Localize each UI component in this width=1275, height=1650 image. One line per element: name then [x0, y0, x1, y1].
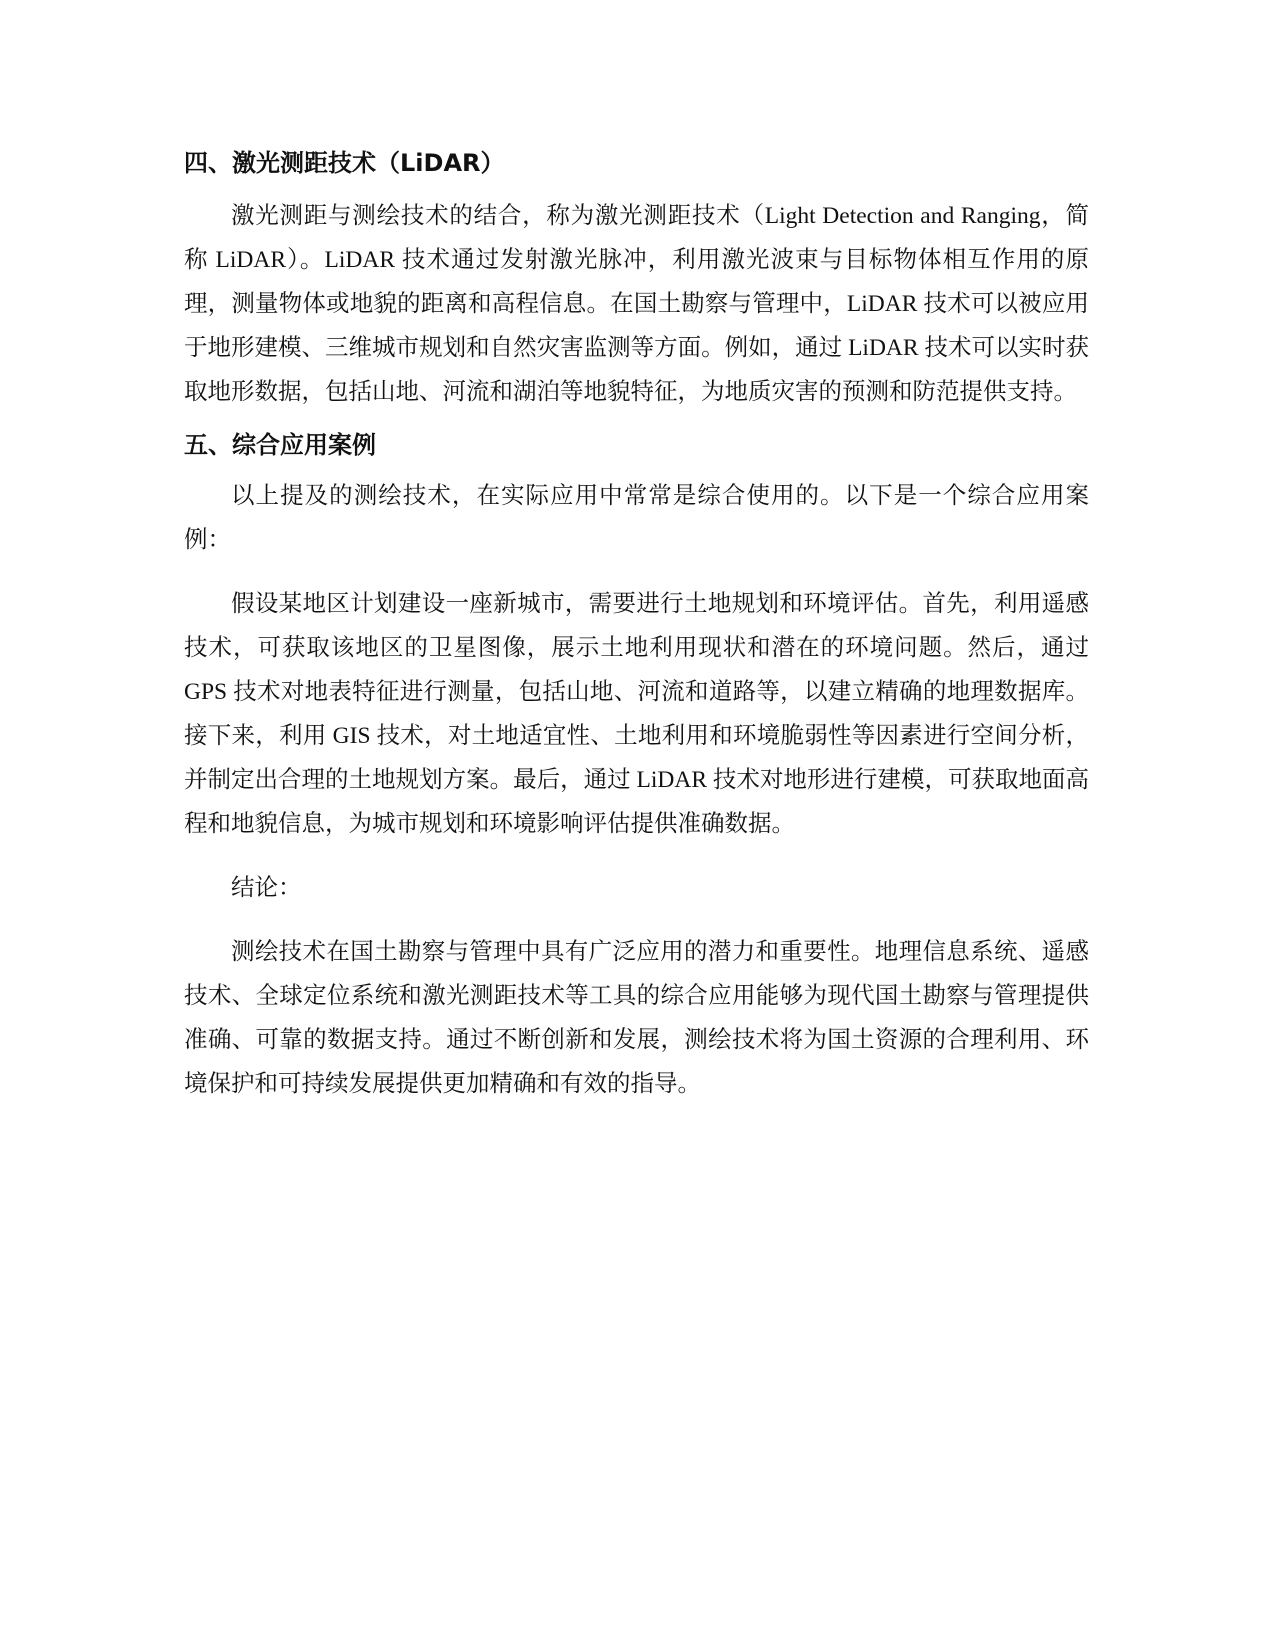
paragraph-lidar-description: 激光测距与测绘技术的结合，称为激光测距技术（Light Detection and Ranging，简称 LiDAR）。LiDAR 技术通过发射激光脉冲，利用激光波束与目标物体相互作用的原理，测量物体或地貌的距离和高程信息。在国土勘察与管理中，LiDAR 技术可以被应用于地形建模、三维城市规划和自然灾害监测等方面。例如，通过 LiDAR 技术可以实时获取地形数据，包括山地、河流和湖泊等地貌特征，为地质灾害的预测和防范提供支持。 — [184, 203, 1089, 405]
section-heading-case-study: 五、综合应用案例 — [184, 431, 376, 459]
paragraph-case-intro: 以上提及的测绘技术，在实际应用中常常是综合使用的。以下是一个综合应用案例： — [184, 483, 1089, 553]
paragraph-conclusion-text: 测绘技术在国土勘察与管理中具有广泛应用的潜力和重要性。地理信息系统、遥感技术、全球定位系统和激光测距技术等工具的综合应用能够为现代国土勘察与管理提供准确、可靠的数据支持。通过不断创新和发展，测绘技术将为国土资源的合理利用、环境保护和可持续发展提供更加精确和有效的指导。 — [184, 939, 1089, 1097]
document-body — [184, 146, 1089, 1106]
paragraph-case-example: 假设某地区计划建设一座新城市，需要进行土地规划和环境评估。首先，利用遥感技术，可获取该地区的卫星图像，展示土地利用现状和潜在的环境问题。然后，通过 GPS 技术对地表特征进行测量，包括山地、河流和道路等，以建立精确的地理数据库。接下来，利用 GIS 技术，对土地适宜性、土地利用和环境脆弱性等因素进行空间分析，并制定出合理的土地规划方案。最后，通过 LiDAR 技术对地形进行建模，可获取地面高程和地貌信息，为城市规划和环境影响评估提供准确数据。 — [184, 591, 1089, 837]
section-heading-lidar: 四、激光测距技术（LiDAR） — [184, 149, 505, 177]
paragraph-conclusion-label: 结论： — [231, 875, 302, 901]
